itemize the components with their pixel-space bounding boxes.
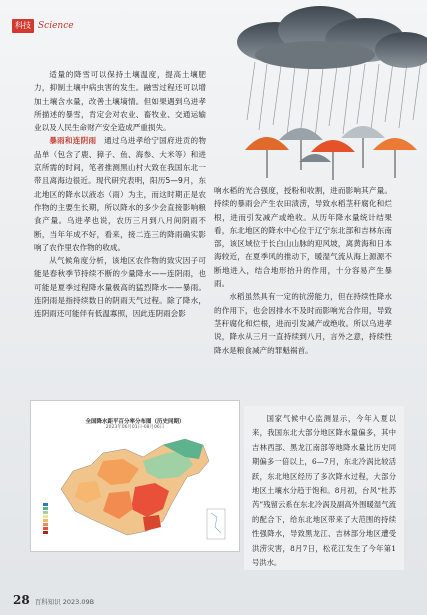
text-column-right xyxy=(214,184,392,357)
section-english: Science xyxy=(38,21,74,31)
subheading: 暴雨和连阴雨 xyxy=(49,136,97,146)
callout-text: 国家气候中心监测显示，今年入夏以来，我国东北大部分地区降水量偏多，其中吉林西部、黑龙江南部等地降水量比历史同期偏多一倍以上，6—7月，东北冷涡比较活跃，东北地区经历了多次降水过程，大部分地区土壤水分趋于饱和。8月初，台风“杜苏芮”残留云系在东北冷涡及副高外围暖湿气流的配合下，给东北地区带来了大范围的持续性强降水，导致黑龙江、吉林部分地区遭受洪涝灾害，8月7日，松花江发生了今年第1号洪水。 xyxy=(252,414,396,568)
precipitation-anomaly-map-figure xyxy=(30,400,240,552)
page-footer xyxy=(13,593,94,607)
rain-streaks xyxy=(247,60,421,138)
paragraph: 响水稻的光合强度，授粉和收割，进而影响其产量。持续的暴雨会产生农田渍涝，导致水稻茎秆腐化和烂根，进而引发减产或绝收。从历年降水量统计结果看，东北地区的降水中心位于辽宁东北部和吉林东南部，该区域位于长白山山脉的迎风坡，离黄海和日本海较近，在夏季风的推动下，暖湿气流从海上源源不断地进入，结合地形抬升的作用，十分容易产生暴雨。 xyxy=(214,186,392,289)
paragraph: 暴雨和连阴雨 通过乌进孝给宁国府进贡的物品单（包含了鹿、獐子、鱼、海参、大米等）和进京所需的时间，笔者推测黑山村大致在我国东北一带且离海边很近。现代研究表明，阳历5—9月，东北地区的降水以液态（雨）为主，而这时期正是农作物的主要生长期，所以降水的多少会直接影响粮食产量。乌进孝也说，农历三月到八月间阴雨不断，当年年成不好，看来，接二连三的降雨确实影响了农作里农作物的收成。 xyxy=(34,136,207,252)
umbrella-icons xyxy=(245,126,417,180)
figure-subtitle: 2023年06月01日-08月06日 xyxy=(105,425,165,430)
section-header xyxy=(12,19,74,33)
section-tag: 科技 xyxy=(12,19,34,33)
paragraph: 从气候角度分析，该地区农作物的致灾因子可能是春秋季节持续不断的少量降水——连阴雨，也可能是夏季过程降水量极高的猛烈降水——暴雨。连阴雨是指持续数日的阴雨天气过程。除了降水，连阴雨还可能伴有低温寡照，因此连阴雨会影 xyxy=(34,256,206,319)
info-callout-box xyxy=(244,406,404,570)
rain-umbrella-illustration xyxy=(215,0,427,182)
figure-title: 全国降水距平百分率分布图（历史同期） xyxy=(85,419,185,425)
paragraph: 水稻虽然具有一定的抗涝能力，但在持续性降水的作用下，也会因排水不及时而影响光合作用，导致茎秆腐化和烂根，进而引发减产或绝收。所以乌进孝说，降水从三月一直持续到八月，言外之意，持续性降水是粮食减产的罪魁祸首。 xyxy=(214,292,392,355)
china-map-image xyxy=(39,431,231,547)
cloud-icon xyxy=(237,6,427,69)
text-column-left xyxy=(34,68,206,321)
page-number: 28 xyxy=(13,593,30,607)
publication-info: 百科知识 2023.09B xyxy=(34,598,95,606)
paragraph: 适量的降雪可以保持土壤温度，提高土壤肥力，抑制土壤中病虫害的发生。融雪过程还可以增加土壤含水量，改善土壤墒情。但如果遇到乌进孝所描述的暴雪，肯定会对农业、畜牧业、交通运输业以及人民生命财产安全造成严重损失。 xyxy=(34,70,206,133)
